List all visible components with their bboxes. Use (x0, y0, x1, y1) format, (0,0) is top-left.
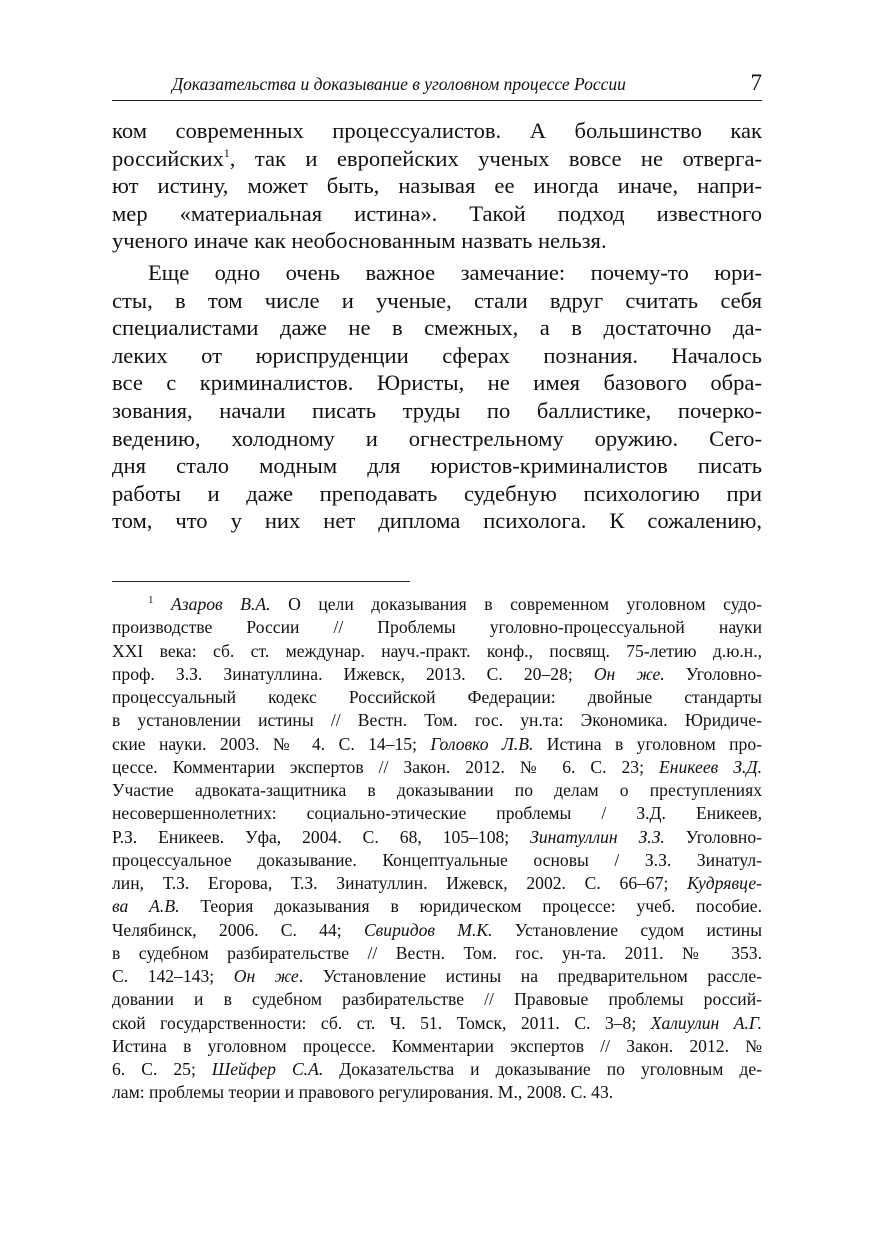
footnote-marker: 1 (148, 594, 154, 606)
paragraph (112, 117, 762, 255)
text-line: мер «материальная истина». Такой подход известного (112, 200, 762, 226)
footnote-line: 6. С. 25; Шейфер С.А. Доказательства и доказывание по уголовным де- (112, 1059, 762, 1079)
text-line: Еще одно очень важное замечание: почему-то юри- (148, 259, 762, 285)
footnote-line: производстве России // Проблемы уголовно-процессуальной науки (112, 617, 762, 638)
footnote-reference[interactable]: 1 (223, 145, 230, 160)
text-line: все с криминалистов. Юристы, не имея базового обра- (112, 370, 762, 396)
footnote-line: $^1$ Азаров В.А. О цели доказывания в современном уголовном судо- (148, 594, 762, 614)
footnote-line: цессе. Комментарии экспертов // Закон. 2012. № 6. С. 23; Еникеев З.Д. (112, 756, 762, 777)
footnote-line: проф. З.З. Зинатуллина. Ижевск, 2013. С. 20–28; Он же. Уголовно- (112, 663, 762, 684)
footnote-line: С. 142–143; Он же. Установление истины на предварительном рассле- (112, 966, 762, 986)
citation-author: Азаров В.А. (171, 594, 271, 614)
running-header (112, 72, 762, 101)
footnote-line: ской государственности: сб. ст. Ч. 51. Томск, 2011. С. 3–8; Халиулин А.Г. (112, 1012, 762, 1033)
text-line: ведению, холодному и огнестрельному оружию. Сего- (112, 425, 762, 451)
text-line: леких от юриспруденции сферах познания. Началось (112, 342, 762, 368)
footnote-line: процессуальное доказывание. Концептуальные основы / З.З. Зинатул- (112, 849, 762, 870)
text-line: том, что у них нет диплома психолога. К сожалению, (112, 508, 762, 534)
citation-author: Он же (233, 966, 299, 986)
footnote-separator (112, 581, 410, 582)
text-line: специалистами даже не в смежных, а в достаточно да- (112, 315, 762, 341)
footnote-line: ва А.В. Теория доказывания в юридическом процессе: учеб. пособие. (112, 896, 762, 917)
citation-author: ва А.В. (112, 896, 180, 917)
citation-author: Зинатуллин З.З. (530, 826, 665, 847)
footnote-line: Истина в уголовном процессе. Комментарии экспертов // Закон. 2012. № (112, 1035, 762, 1056)
footnote-line: лин, Т.З. Егорова, Т.З. Зинатуллин. Ижевск, 2002. С. 66–67; Кудрявце- (112, 873, 762, 893)
footnote-line: в установлении истины // Вестн. Том. гос. ун.та: Экономика. Юридиче- (112, 710, 762, 731)
footnote-line: Участие адвоката-защитника в доказывании по делам о преступлениях (112, 780, 762, 800)
footnote-line: Челябинск, 2006. С. 44; Свиридов М.К. Установление судом истины (112, 919, 763, 940)
citation-author: Еникеев З.Д. (658, 756, 762, 777)
text-line: работы и даже преподавать судебную психологию при (112, 480, 762, 506)
paragraph (112, 259, 762, 535)
text-line: ют истину, может быть, называя ее иногда иначе, напри- (112, 173, 762, 199)
footnote (112, 593, 762, 1105)
citation-author: Шейфер С.А. (211, 1059, 324, 1079)
footnote-line: XXI века: сб. ст. междунар. науч.-практ. конф., посвящ. 75-летию д.ю.н., (112, 640, 762, 661)
page-number: 7 (750, 70, 762, 95)
footnote-line: в судебном разбирательстве // Вестн. Том. гос. ун-та. 2011. № 353. (112, 942, 762, 963)
text-line: дня стало модным для юристов-криминалистов писать (112, 453, 762, 479)
running-header-title: Доказательства и доказывание в уголовном процессе России (172, 74, 626, 94)
citation-author: Кудрявце- (687, 873, 762, 893)
footnote-line: лам: проблемы теории и правового регулирования. М., 2008. С. 43. (112, 1082, 614, 1103)
text-line: российских$^1$, так и европейских ученых вовсе не отверга- (112, 145, 762, 171)
text-line: ком современных процессуалистов. А большинство как (112, 118, 762, 143)
footnote-line: несовершеннолетних: социально-этические проблемы / З.Д. Еникеев, (112, 803, 762, 824)
citation-author: Халиулин А.Г. (650, 1012, 762, 1033)
main-text (112, 117, 762, 535)
citation-author: Он же. (593, 663, 665, 684)
footnote-line: довании и в судебном разбирательстве // Правовые проблемы россий- (112, 989, 762, 1010)
footnote-line: ские науки. 2003. № 4. С. 14–15; Головко Л.В. Истина в уголовном про- (112, 733, 762, 754)
citation-author: Свиридов М.К. (363, 919, 493, 940)
text-line: ученого иначе как необоснованным назвать нельзя. (112, 228, 607, 254)
footnote-line: процессуальный кодекс Российской Федерации: двойные стандарты (112, 687, 762, 707)
text-line: зования, начали писать труды по баллистике, почерко- (112, 397, 762, 423)
footnote-line: Р.З. Еникеев. Уфа, 2004. С. 68, 105–108; Зинатуллин З.З. Уголовно- (112, 826, 762, 847)
text-line: сты, в том числе и ученые, стали вдруг считать себя (112, 287, 762, 313)
citation-author: Головко Л.В. (430, 733, 534, 754)
